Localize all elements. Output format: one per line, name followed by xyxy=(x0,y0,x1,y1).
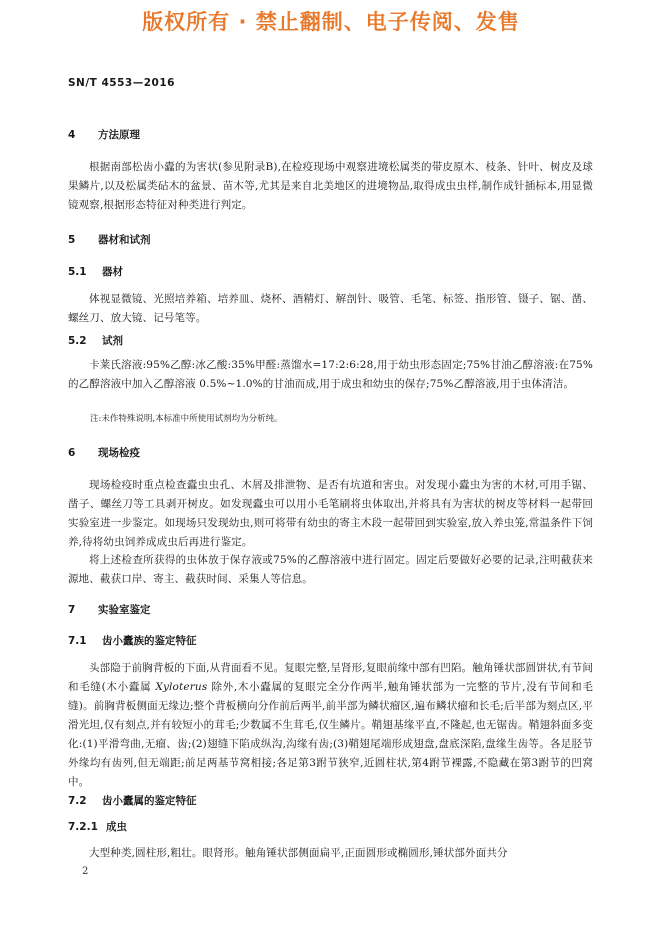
section-7-2-heading xyxy=(68,793,197,808)
section-title: 器材和试剂 xyxy=(98,234,151,246)
paragraph-7-1 xyxy=(68,659,593,792)
section-number: 7 xyxy=(68,604,76,616)
section-5-2-heading xyxy=(68,333,123,348)
section-number: 5.2 xyxy=(68,335,87,347)
section-title: 实验室鉴定 xyxy=(98,604,151,616)
section-number: 7.1 xyxy=(68,635,87,647)
paragraph-text: 除外,木小蠹属的复眼完全分作两半,触角锤状部为一完整的节片,没有节间和毛缝)。前胸背板侧面无缘边;整个背板横向分作前后两半,前半部为鳞状瘤区,遍布鳞状瘤和长毛;后半部为刻点区,平滑光坦,仅有刻点,并有较短小的茸毛;少数属不生茸毛,仅生鳞片。鞘翅基缘平直,不隆起,也无锯齿。鞘翅斜面多变化:(1)平滑弯曲,无瘤、齿;(2)翅缝下陷成纵沟,沟缘有齿;(3)鞘翅尾端形成翅盘,盘底深陷,盘缘生齿等。各足胫节外缘均有齿列,但无端距;前足两基节窝相接;各足第3跗节狭窄,近圆柱状,第4跗节裸露,不隐藏在第3跗节的凹窝中。 xyxy=(68,681,593,788)
paragraph-5-1: 体视显微镜、光照培养箱、培养皿、烧杯、酒精灯、解剖针、吸管、毛笔、标签、指形管、镊子、锯、凿、螺丝刀、放大镜、记号笔等。 xyxy=(68,293,593,324)
section-6-heading xyxy=(68,445,140,460)
paragraph-6a: 现场检疫时重点检查蠹虫虫孔、木屑及排泄物、是否有坑道和害虫。对发现小蠹虫为害的木材,可用手锯、凿子、螺丝刀等工具剥开树皮。如发现蠹虫可以用小毛笔刷将虫体取出,并将具有为害状的树皮等材料一起带回实验室进一步鉴定。如现场只发现幼虫,则可将带有幼虫的寄主木段一起带回到实验室,放入养虫笼,常温条件下饲养,待将幼虫饲养成成虫后再进行鉴定。 xyxy=(68,479,593,548)
section-title: 现场检疫 xyxy=(98,447,140,459)
section-number: 4 xyxy=(68,129,76,141)
section-number: 5.1 xyxy=(68,266,87,278)
paragraph-5-2: 卡莱氏溶液:95%乙醇:冰乙酸:35%甲醛:蒸馏水=17:2:6:28,用于幼虫形态固定;75%甘油乙醇溶液:在75%的乙醇溶液中加入乙醇溶液 0.5%~1.0%的甘油而成,用于成虫和幼虫的保存;75%乙醇溶液,用于虫体清洁。 xyxy=(68,359,593,390)
standard-number: SN/T 4553—2016 xyxy=(68,77,175,89)
section-4-heading xyxy=(68,127,140,142)
section-number: 6 xyxy=(68,447,76,459)
section-title: 试剂 xyxy=(102,335,123,347)
section-title: 成虫 xyxy=(106,821,127,833)
section-7-1-heading xyxy=(68,633,197,648)
paragraph-6b: 将上述检查所获得的虫体放于保存液或75%的乙醇溶液中进行固定。固定后要做好必要的记录,注明截获来源地、截获口岸、寄主、截获时间、采集人等信息。 xyxy=(68,554,593,585)
section-title: 器材 xyxy=(102,266,123,278)
page-number: 2 xyxy=(82,866,89,877)
paragraph-7-2-1: 大型种类,圆柱形,粗壮。眼肾形。触角锤状部侧面扁平,正面圆形或椭圆形,锤状部外面共分 xyxy=(89,847,508,859)
section-number: 5 xyxy=(68,234,76,246)
section-7-heading xyxy=(68,602,151,617)
section-title: 齿小蠹族的鉴定特征 xyxy=(102,635,197,647)
copyright-watermark: 版权所有 · 禁止翻制、电子传阅、发售 xyxy=(142,10,520,34)
paragraph-4: 根据南部松齿小蠹的为害状(参见附录B),在检疫现场中观察进境松属类的带皮原木、枝条、针叶、树皮及球果鳞片,以及松属类砧木的盆景、苗木等,尤其是来自北美地区的进境物品,取得成虫虫样,制作成针插标本,用显微镜观察,根据形态特征对种类进行判定。 xyxy=(68,161,593,211)
section-title: 方法原理 xyxy=(98,129,140,141)
section-5-heading xyxy=(68,232,151,247)
paragraph-text: 头部隐于前胸背板的下面,从背面看不见。复眼完整,呈肾形,复眼前缘中部有凹陷。触角锤状部圆饼状,有节间和毛缝(木小蠹属 xyxy=(68,662,593,693)
note-5-2: 注:未作特殊说明,本标准中所使用试剂均为分析纯。 xyxy=(90,414,283,424)
genus-name: Xyloterus xyxy=(155,681,208,693)
section-5-1-heading xyxy=(68,264,123,279)
section-7-2-1-heading xyxy=(68,819,127,834)
section-number: 7.2.1 xyxy=(68,821,98,833)
section-number: 7.2 xyxy=(68,795,87,807)
section-title: 齿小蠹属的鉴定特征 xyxy=(102,795,197,807)
